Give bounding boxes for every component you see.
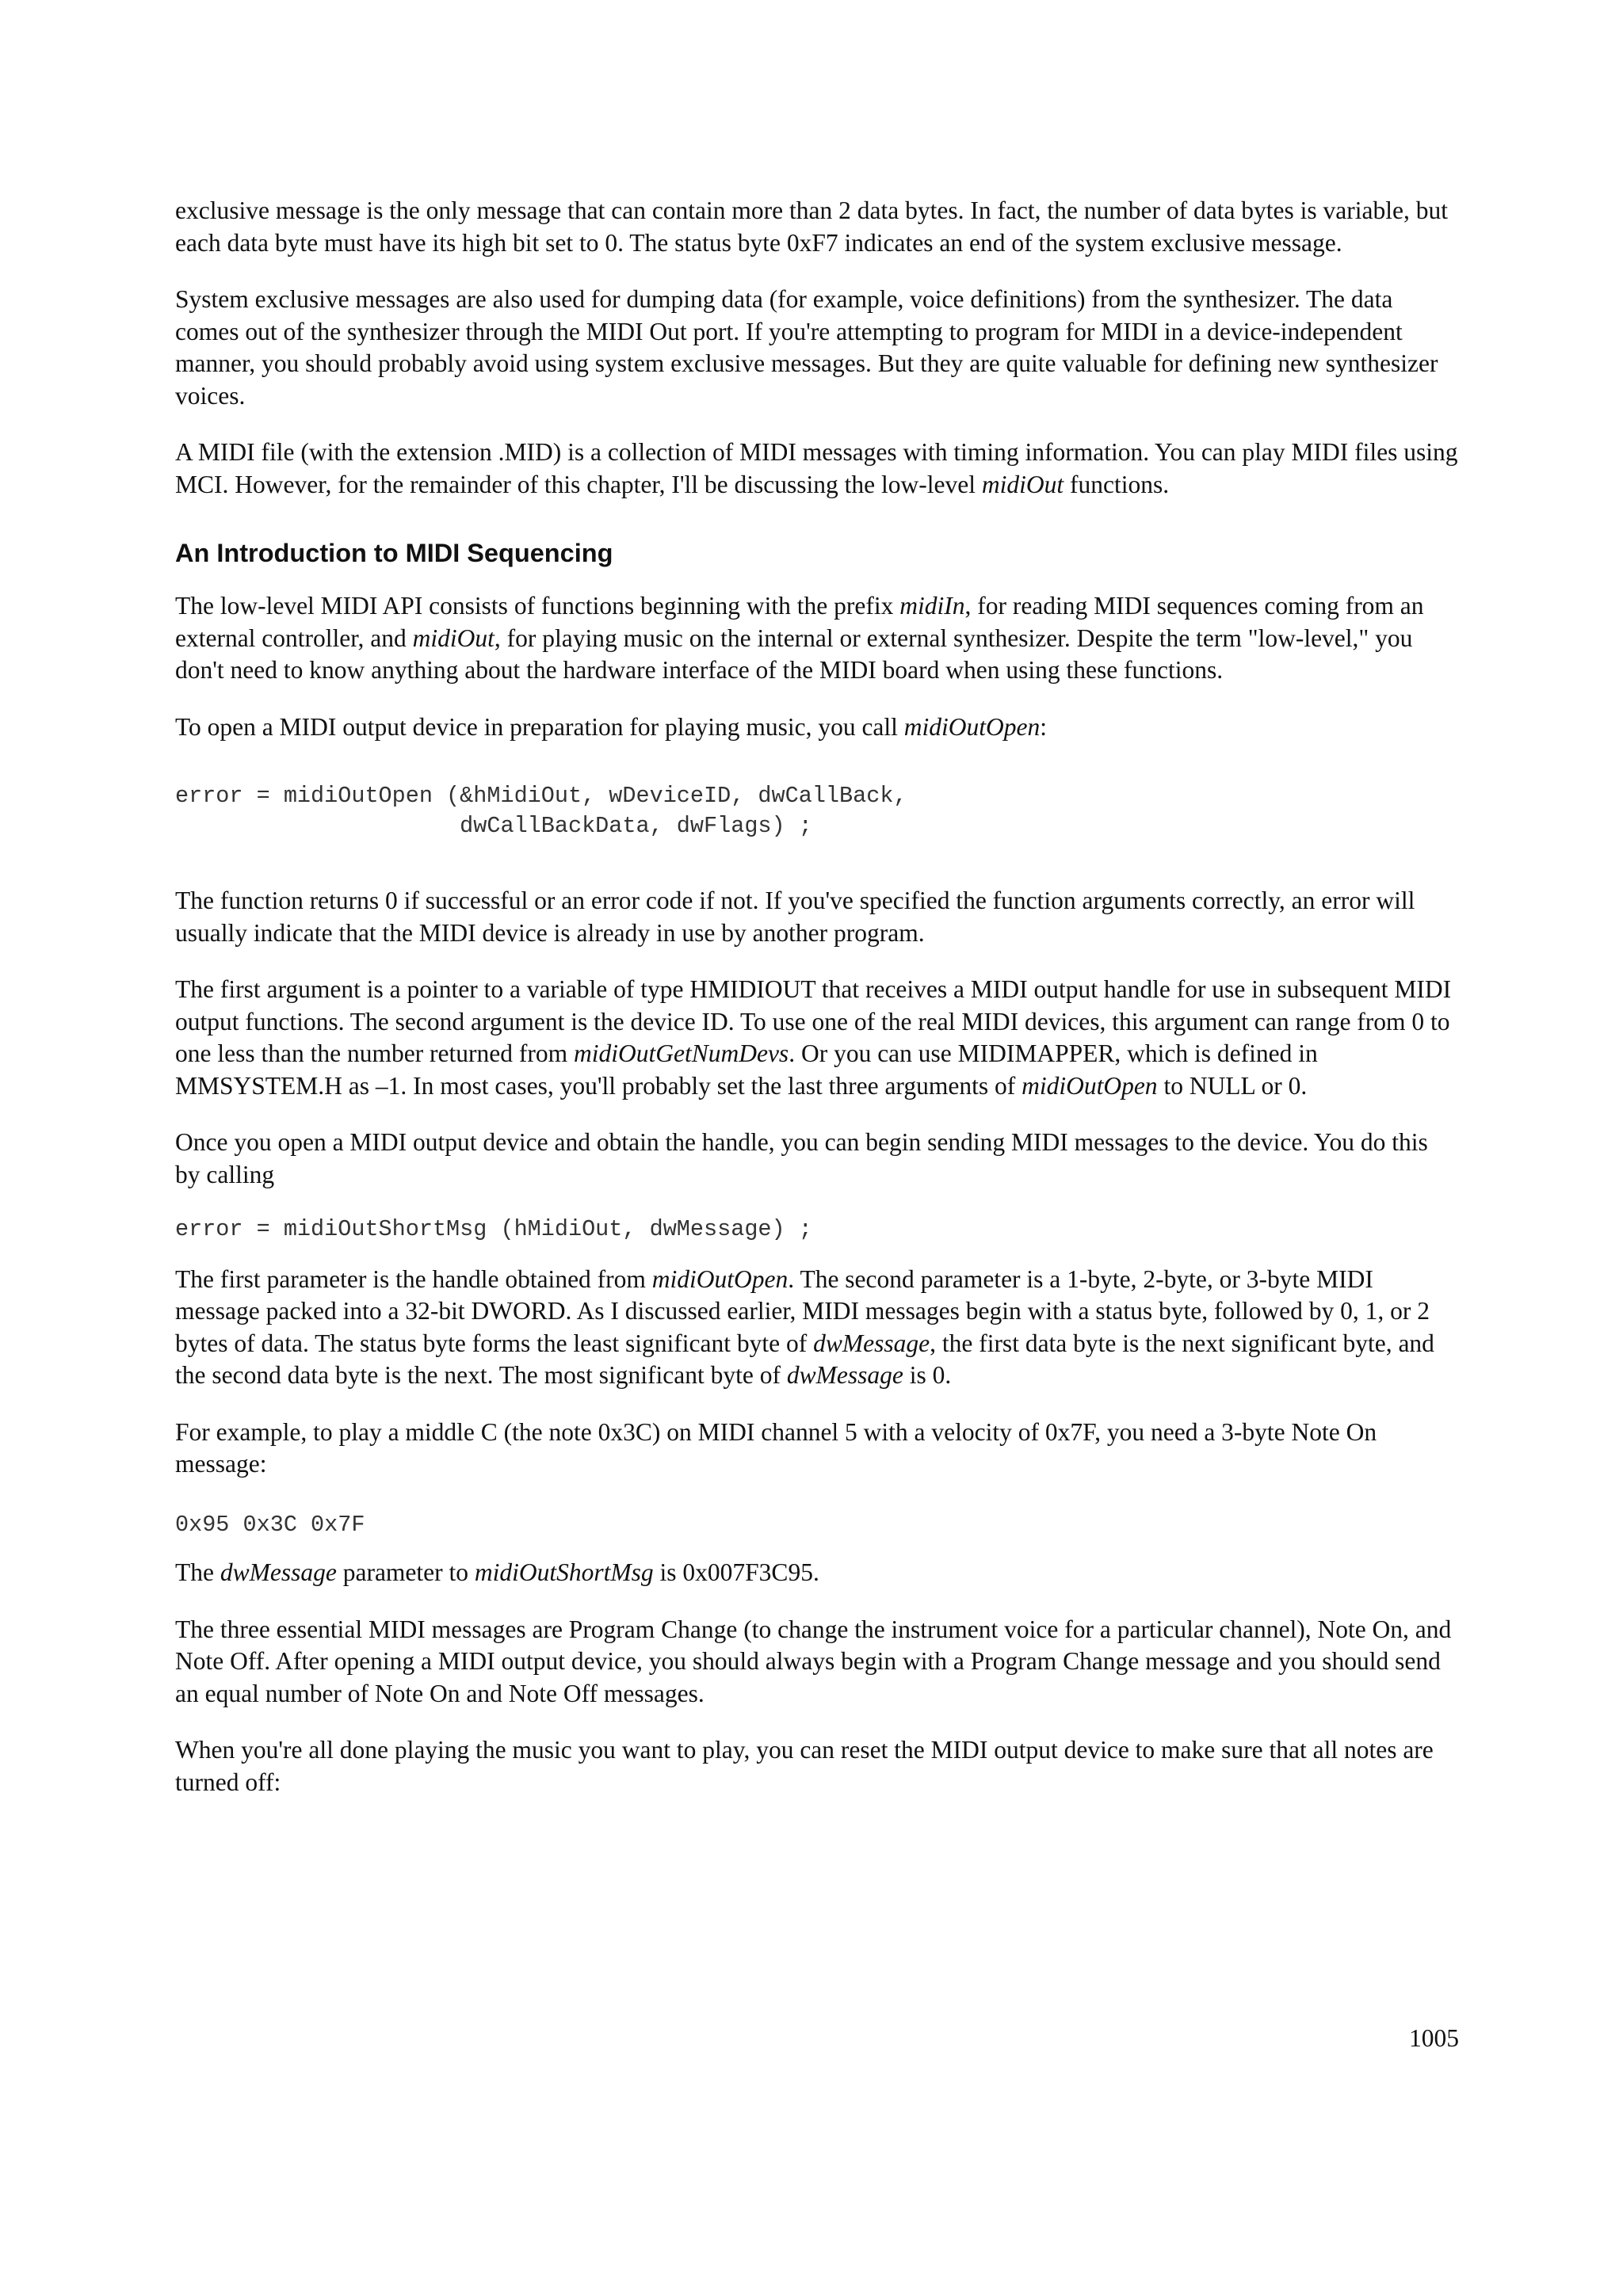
paragraph-midi-file bbox=[175, 437, 1459, 501]
paragraph-low-level-api bbox=[175, 590, 1459, 687]
italic-term: midiOutShortMsg bbox=[474, 1558, 654, 1586]
text-run: : bbox=[1040, 712, 1048, 741]
paragraph-send-messages: Once you open a MIDI output device and obtain the handle, you can begin sending MIDI messages to the device. You do this by calling bbox=[175, 1128, 1428, 1188]
text-run: The low-level MIDI API consists of functions beginning with the prefix bbox=[175, 592, 900, 620]
italic-term: midiOutOpen bbox=[1022, 1071, 1158, 1100]
paragraph-essential-messages: The three essential MIDI messages are Program Change (to change the instrument voice for a particular channel), Note On, and Note Off. After opening a MIDI output device, you should always begin with a Program Change message and you should send an equal number of Note On and Note Off messages. bbox=[175, 1615, 1452, 1707]
text-run: . The second parameter is a 1-byte, 2-byte, or 3-byte MIDI message packed into a 32-bit DWORD. As I discussed earlier, MIDI messages begin with a status byte, followed by 0, 1, or 2 bytes of data. The status byte forms the least significant byte of bbox=[175, 1264, 1430, 1357]
paragraph-message-parameter bbox=[175, 1264, 1459, 1392]
italic-term: midiOut bbox=[412, 624, 495, 652]
text-run: , for reading MIDI sequences coming from an external controller, and bbox=[175, 592, 1424, 652]
paragraph-return-value: The function returns 0 if successful or an error code if not. If you've specified the function arguments correctly, an error will usually indicate that the MIDI device is already in use by another program. bbox=[175, 887, 1415, 947]
italic-term: midiIn bbox=[899, 592, 965, 620]
italic-term: midiOutGetNumDevs bbox=[573, 1039, 789, 1067]
text-run: The bbox=[175, 1558, 220, 1586]
paragraph-sysex-dump: System exclusive messages are also used for dumping data (for example, voice definitions) from the synthesizer. The data comes out of the synthesizer through the MIDI Out port. If you're attempting to program for MIDI in a device-independent manner, you should probably avoid using system exclusive messages. But they are quite valuable for defining new synthesizer voices. bbox=[175, 285, 1438, 410]
italic-term: dwMessage bbox=[813, 1329, 930, 1357]
document-page bbox=[175, 195, 1459, 1823]
italic-term: dwMessage bbox=[786, 1361, 903, 1389]
text-run: functions. bbox=[1064, 470, 1170, 498]
text-run: to NULL or 0. bbox=[1157, 1071, 1308, 1100]
paragraph-reset-device: When you're all done playing the music you want to play, you can reset the MIDI output device to make sure that all notes are turned off: bbox=[175, 1736, 1434, 1796]
text-run: parameter to bbox=[336, 1558, 475, 1586]
italic-term: midiOutOpen bbox=[651, 1264, 789, 1293]
code-block-midi-out-short-msg: error = midiOutShortMsg (hMidiOut, dwMessage) ; bbox=[175, 1216, 812, 1242]
code-block-midi-out-open: error = midiOutOpen (&hMidiOut, wDeviceID, dwCallBack, dwCallBackData, dwFlags) ; bbox=[175, 783, 907, 839]
italic-term: dwMessage bbox=[220, 1558, 337, 1586]
code-block-note-on-bytes: 0x95 0x3C 0x7F bbox=[175, 1511, 365, 1538]
paragraph-first-argument bbox=[175, 974, 1459, 1102]
paragraph-dwmessage-value bbox=[175, 1557, 1459, 1589]
paragraph-sysex-end: exclusive message is the only message that can contain more than 2 data bytes. In fact, the number of data bytes is variable, but each data byte must have its high bit set to 0. The status byte 0xF7 indicates an end of the system exclusive message. bbox=[175, 196, 1448, 257]
text-run: is 0x007F3C95. bbox=[653, 1558, 819, 1586]
text-run: , the first data byte is the next significant byte, and the second data byte is the next. The most significant byte of bbox=[175, 1329, 1434, 1389]
paragraph-middle-c-example: For example, to play a middle C (the note 0x3C) on MIDI channel 5 with a velocity of 0x7F, you need a 3-byte Note On message: bbox=[175, 1417, 1377, 1478]
text-run: The first argument is a pointer to a variable of type HMIDIOUT that receives a MIDI output handle for use in subsequent MIDI output functions. The second argument is the device ID. To use one of the real MIDI devices, this argument can range from 0 to one less than the number returned from bbox=[175, 975, 1452, 1067]
page-number: 1005 bbox=[1409, 2024, 1459, 2052]
text-run: To open a MIDI output device in preparation for playing music, you call bbox=[175, 712, 904, 741]
text-run: A MIDI file (with the extension .MID) is a collection of MIDI messages with timing information. You can play MIDI files using MCI. However, for the remainder of this chapter, I'll be discussing the low-level bbox=[175, 438, 1458, 498]
text-run: . Or you can use MIDIMAPPER, which is defined in MMSYSTEM.H as –1. In most cases, you'll probably set the last three arguments of bbox=[175, 1039, 1318, 1100]
text-run: , for playing music on the internal or external synthesizer. Despite the term "low-level," you don't need to know anything about the hardware interface of the MIDI board when using these functions. bbox=[175, 624, 1413, 684]
text-run: is 0. bbox=[903, 1361, 952, 1389]
italic-term: midiOutOpen bbox=[903, 712, 1041, 741]
paragraph-open-device bbox=[175, 711, 1459, 744]
section-heading: An Introduction to MIDI Sequencing bbox=[175, 539, 613, 567]
text-run: The first parameter is the handle obtained from bbox=[175, 1264, 652, 1293]
italic-term: midiOut bbox=[981, 470, 1064, 498]
